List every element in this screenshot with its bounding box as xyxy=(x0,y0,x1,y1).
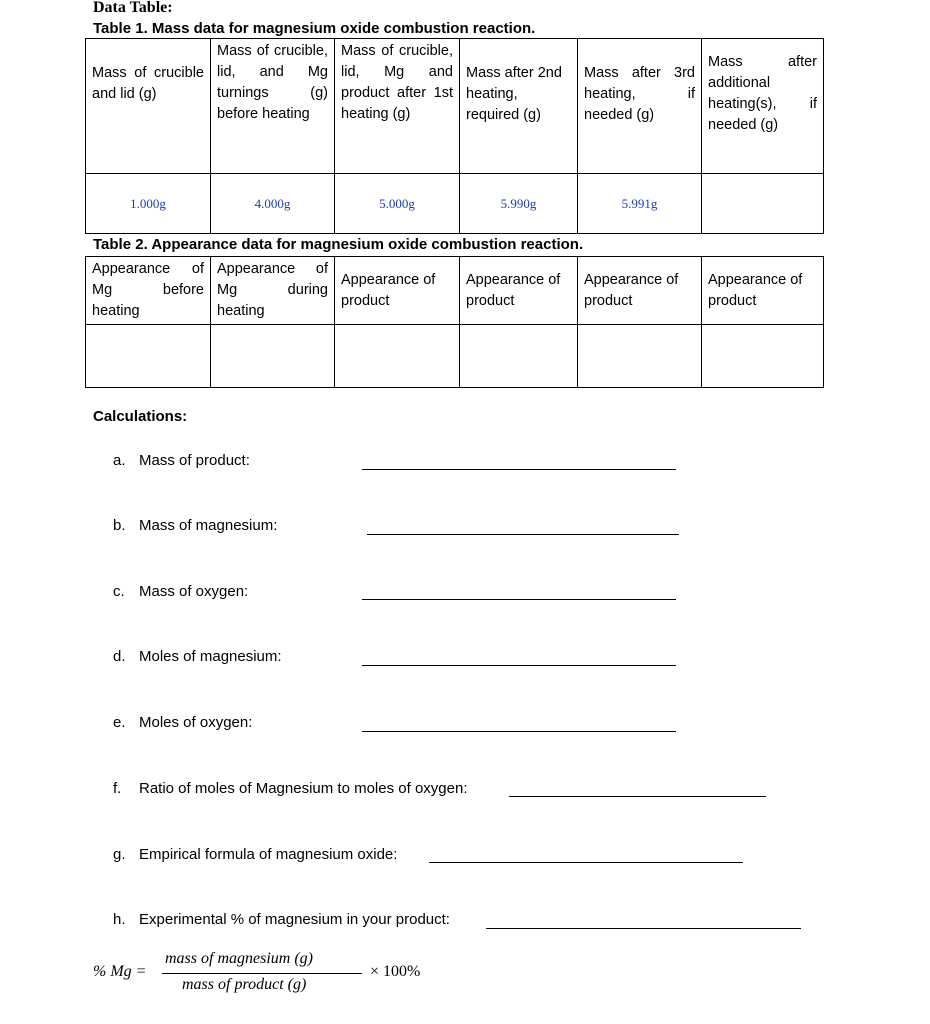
table1-header-cell: Mass of crucible, lid, and Mg turnings (g) before heating xyxy=(211,39,335,174)
calc-item-label: g. xyxy=(113,846,126,863)
calc-item xyxy=(113,452,250,469)
calc-item xyxy=(113,583,248,600)
calc-item xyxy=(113,648,282,665)
calc-item-text: Mass of oxygen: xyxy=(139,583,249,600)
table1-value-row xyxy=(86,174,824,234)
calc-item-label: c. xyxy=(113,583,125,600)
calc-item xyxy=(113,714,252,731)
calc-item-label: f. xyxy=(113,780,122,797)
table2-empty-cell[interactable] xyxy=(86,325,211,388)
calculations-title: Calculations: xyxy=(93,408,188,425)
table1-header-cell: Mass of crucible, lid, Mg and product after 1st heating (g) xyxy=(335,39,460,174)
answer-line-mole-ratio[interactable] xyxy=(509,796,766,797)
table1-header-cell: Mass after 3rd heating, if needed (g) xyxy=(578,39,702,174)
table1-caption: Table 1. Mass data for magnesium oxide combustion reaction. xyxy=(93,20,536,37)
table2-header-row xyxy=(86,257,824,325)
appearance-data-table xyxy=(85,256,824,388)
formula-denominator: mass of product (g) xyxy=(182,976,307,993)
calc-item-text: Mass of magnesium: xyxy=(139,517,278,534)
table1-header-cell: Mass of crucible and lid (g) xyxy=(86,39,211,174)
formula-lhs: % Mg = xyxy=(93,963,147,980)
table2-blank-row xyxy=(86,325,824,388)
calc-item-text: Mass of product: xyxy=(139,452,250,469)
table1-value-cell[interactable]: 1.000g xyxy=(86,174,211,234)
table2-header-cell: Appearance of product xyxy=(460,257,578,325)
table2-header-cell: Appearance of Mg before heating xyxy=(86,257,211,325)
table2-header-cell: Appearance of product xyxy=(578,257,702,325)
table2-empty-cell[interactable] xyxy=(702,325,824,388)
table2-header-cell: Appearance of product xyxy=(335,257,460,325)
calc-item-text: Moles of magnesium: xyxy=(139,648,282,665)
table1-value-cell[interactable]: 5.990g xyxy=(460,174,578,234)
table2-empty-cell[interactable] xyxy=(335,325,460,388)
calc-item-label: b. xyxy=(113,517,126,534)
table2-empty-cell[interactable] xyxy=(578,325,702,388)
table2-empty-cell[interactable] xyxy=(211,325,335,388)
table2-caption: Table 2. Appearance data for magnesium oxide combustion reaction. xyxy=(93,236,584,253)
table1-header-row xyxy=(86,39,824,174)
table1-value-cell[interactable]: 5.000g xyxy=(335,174,460,234)
answer-line-moles-magnesium[interactable] xyxy=(362,665,676,666)
calc-item xyxy=(113,780,468,797)
calc-item-label: d. xyxy=(113,648,126,665)
calc-item xyxy=(113,517,277,534)
table1-value-cell[interactable]: 4.000g xyxy=(211,174,335,234)
fraction-bar xyxy=(162,973,362,974)
calc-item-label: h. xyxy=(113,911,126,928)
answer-line-percent-magnesium[interactable] xyxy=(486,928,801,929)
answer-line-moles-oxygen[interactable] xyxy=(362,731,676,732)
calc-item-label: e. xyxy=(113,714,126,731)
calc-item xyxy=(113,911,450,928)
table2-empty-cell[interactable] xyxy=(460,325,578,388)
table1-value-cell[interactable] xyxy=(702,174,824,234)
mass-data-table xyxy=(85,38,824,234)
formula-multiplier: × 100% xyxy=(370,963,421,980)
page-heading: Data Table: xyxy=(93,0,173,16)
answer-line-empirical-formula[interactable] xyxy=(429,862,743,863)
table2-header-cell: Appearance of Mg during heating xyxy=(211,257,335,325)
answer-line-mass-product[interactable] xyxy=(362,469,676,470)
table1-header-cell: Mass after additional heating(s), if needed (g) xyxy=(702,39,824,174)
table1-header-cell: Mass after 2nd heating, required (g) xyxy=(460,39,578,174)
answer-line-mass-magnesium[interactable] xyxy=(367,534,679,535)
calc-item-text: Ratio of moles of Magnesium to moles of oxygen: xyxy=(139,780,468,797)
calc-item-text: Moles of oxygen: xyxy=(139,714,253,731)
table1-value-cell[interactable]: 5.991g xyxy=(578,174,702,234)
formula-numerator: mass of magnesium (g) xyxy=(165,950,313,967)
calc-item xyxy=(113,846,397,863)
table2-header-cell: Appearance of product xyxy=(702,257,824,325)
calc-item-text: Experimental % of magnesium in your product: xyxy=(139,911,450,928)
answer-line-mass-oxygen[interactable] xyxy=(362,599,676,600)
calc-item-label: a. xyxy=(113,452,126,469)
calc-item-text: Empirical formula of magnesium oxide: xyxy=(139,846,398,863)
